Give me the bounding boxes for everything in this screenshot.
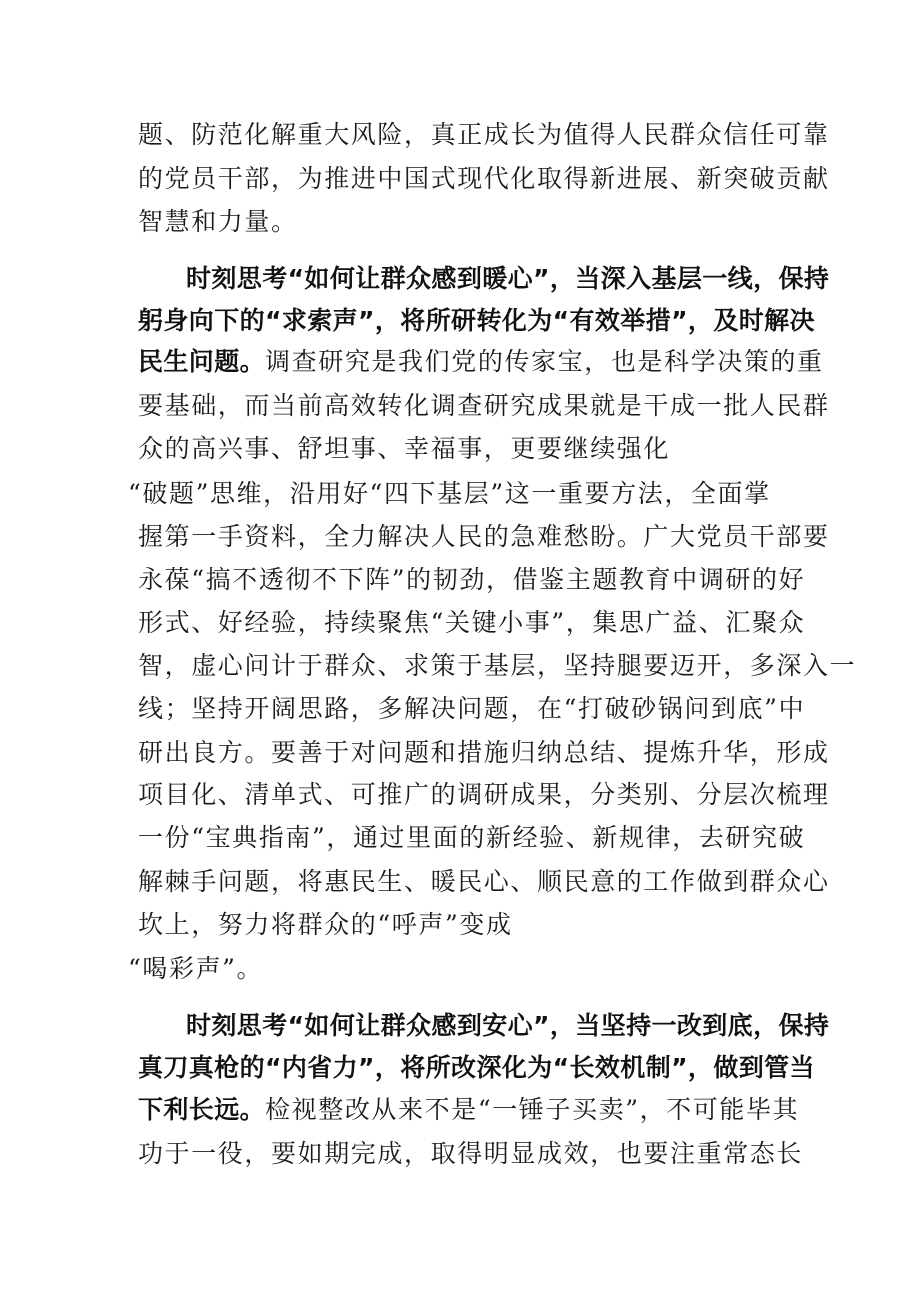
paragraph-2-heading-line-2: 躬身向下的“求索声”，将所研转化为“有效举措”，及时解决	[138, 306, 815, 335]
paragraph-2-body-line-11: 一份“宝典指南”，通过里面的新经验、新规律，去研究破	[138, 823, 806, 852]
paragraph-2-heading-end: 民生问题。	[138, 347, 266, 376]
paragraph-2-body-line-3: “破题”思维，沿用好“四下基层”这一重要方法，全面掌	[128, 479, 771, 508]
paragraph-2-body-line-12: 解棘手问题，将惠民生、暖民心、顺民意的工作做到群众心	[138, 867, 830, 896]
paragraph-2-body-start: 调查研究是我们党的传家宝，也是科学决策的重	[265, 347, 824, 376]
paragraph-3-body-start: 检视整改从来不是“一锤子买卖”，不可能毕其	[265, 1095, 800, 1124]
paragraph-2-body-line-14: “喝彩声”。	[128, 954, 264, 983]
paragraph-2-body-line-4: 握第一手资料，全力解决人民的急难愁盼。广大党员干部要	[138, 522, 830, 551]
paragraph-3-heading-line-2: 真刀真枪的“内省力”，将所改深化为“长效机制”，做到管当	[138, 1053, 815, 1082]
paragraph-2-body-line-5: 永葆“搞不透彻不下阵”的韧劲，借鉴主题教育中调研的好	[138, 565, 806, 594]
paragraph-1-line-1: 题、防范化解重大风险，真正成长为值得人民群众信任可靠	[138, 120, 830, 149]
paragraph-2-body-line-8: 线；坚持开阔思路，多解决问题，在“打破砂锅问到底”中	[138, 694, 806, 723]
paragraph-2-body-line-2: 众的高兴事、舒坦事、幸福事，更要继续强化	[138, 434, 671, 463]
paragraph-3-heading-line-1: 时刻思考“如何让群众感到安心”，当坚持一改到底，保持	[186, 1011, 830, 1040]
paragraph-2-body-line-1: 要基础，而当前高效转化调查研究成果就是干成一批人民群	[138, 391, 830, 420]
paragraph-1-line-3: 智慧和力量。	[138, 207, 298, 236]
paragraph-2-body-line-10: 项目化、清单式、可推广的调研成果，分类别、分层次梳理	[138, 780, 830, 809]
paragraph-3-heading-end: 下利长远。	[138, 1095, 266, 1124]
paragraph-2-body-line-13: 坎上，努力将群众的“呼声”变成	[138, 910, 513, 939]
paragraph-3-mixed-line	[138, 1094, 799, 1126]
paragraph-2-body-line-9: 研出良方。要善于对问题和措施归纳总结、提炼升华，形成	[138, 738, 830, 767]
paragraph-2-heading-line-1: 时刻思考“如何让群众感到暖心”，当深入基层一线，保持	[186, 264, 830, 293]
paragraph-2-mixed-line	[138, 346, 824, 378]
paragraph-1-line-2: 的党员干部，为推进中国式现代化取得新进展、新突破贡献	[138, 164, 830, 193]
paragraph-2-body-line-7: 智，虚心问计于群众、求策于基层，坚持腿要迈开，多深入一	[138, 651, 857, 680]
paragraph-3-body-line-1: 功于一役，要如期完成，取得明显成效，也要注重常态长	[138, 1139, 804, 1168]
paragraph-2-body-line-6: 形式、好经验，持续聚焦“关键小事”，集思广益、汇聚众	[138, 608, 806, 637]
